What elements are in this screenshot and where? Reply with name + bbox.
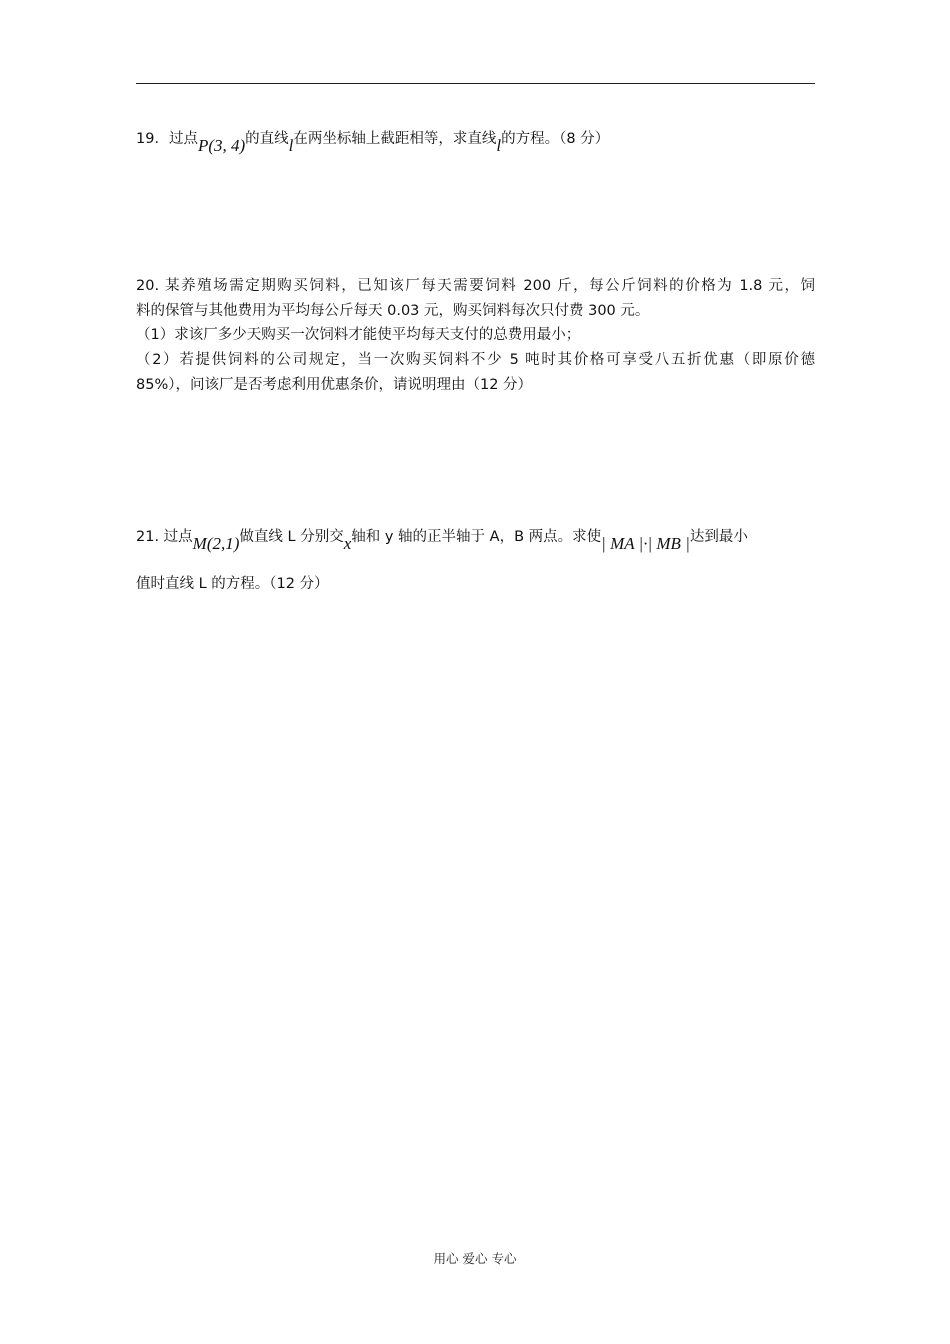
q21-var-x: x	[343, 534, 352, 553]
q20-line-5: 85%），问该厂是否考虑利用优惠条价，请说明理由（12 分）	[136, 377, 533, 393]
question-21	[136, 526, 815, 553]
q21-line-2: 值时直线 L 的方程。（12 分）	[136, 576, 329, 592]
q19-suffix: 的方程。（8 分）	[501, 131, 610, 147]
q21-expression: | MA |·| MB |	[601, 534, 690, 553]
page-footer: 用心 爱心 专心	[433, 1251, 517, 1266]
q21-mid2: 轴和 y 轴的正半轴于 A，B 两点。求使	[351, 529, 602, 545]
q19-point: P(3, 4)	[197, 136, 246, 155]
q21-suffix: 达到最小	[689, 529, 748, 545]
q19-var-l: l	[288, 136, 294, 155]
q20-line-4: （2）若提供饲料的公司规定，当一次购买饲料不少 5 吨时其价格可享受八五折优惠（即原价德	[136, 352, 815, 368]
q19-mid2: 在两坐标轴上截距相等，求直线	[293, 131, 497, 147]
q21-mid1: 做直线 L 分别交	[239, 529, 344, 545]
q19-mid1: 的直线	[245, 131, 289, 147]
q19-var-l2: l	[496, 136, 502, 155]
q20-line-1: 20. 某养殖场需定期购买饲料，已知该厂每天需要饲料 200 斤，每公斤饲料的价格为 1.8 元，饲	[136, 278, 815, 294]
header-rule	[136, 83, 815, 84]
q20-line-2: 料的保管与其他费用为平均每公斤每天 0.03 元，购买饲料每次只付费 300 元。	[136, 303, 650, 319]
q21-prefix: 21. 过点	[136, 529, 193, 545]
question-19	[136, 128, 815, 155]
q21-point: M(2,1)	[192, 534, 240, 553]
q20-line-3: （1）求该厂多少天购买一次饲料才能使平均每天支付的总费用最小；	[136, 327, 581, 343]
q19-prefix: 19．过点	[136, 131, 198, 147]
